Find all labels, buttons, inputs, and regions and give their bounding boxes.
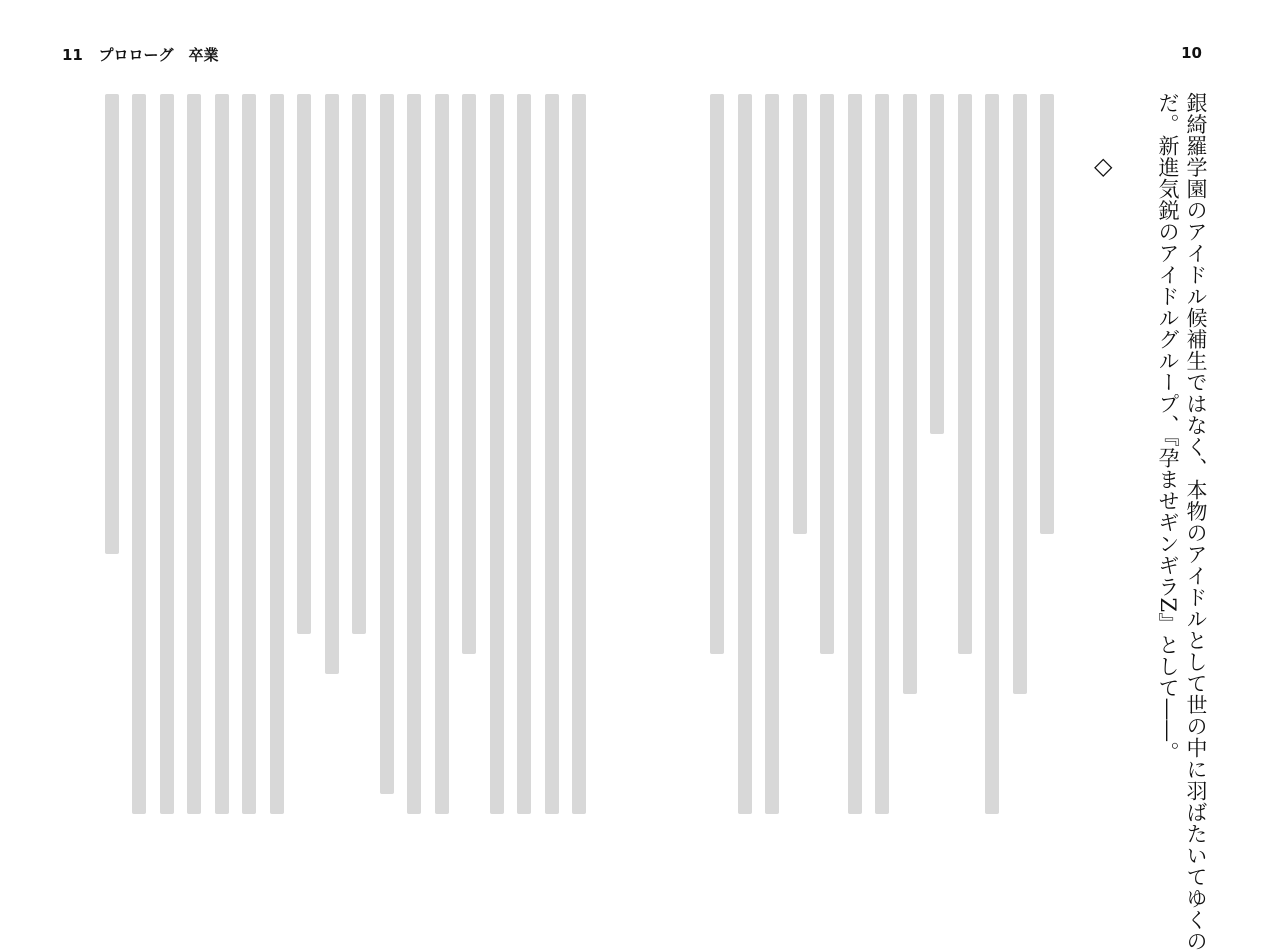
redacted-text-column	[793, 94, 807, 534]
redacted-text-column	[187, 94, 201, 814]
redacted-text-column	[297, 94, 311, 634]
redacted-text-column	[325, 94, 339, 674]
redacted-text-column	[903, 94, 917, 694]
redacted-text-column	[132, 94, 146, 814]
text-column: 銀綺羅学園のアイドル候補生ではなく、本物のアイドルとして世の中に羽ばたいてゆくの	[1184, 92, 1208, 952]
left-page-number: 11	[62, 46, 83, 64]
redacted-text-column	[270, 94, 284, 814]
redacted-text-column	[380, 94, 394, 794]
running-header: プロローグ 卒業	[98, 46, 219, 64]
redacted-text-column	[930, 94, 944, 434]
redacted-text-column	[435, 94, 449, 814]
section-break-diamond: ◇	[1094, 152, 1113, 180]
redacted-text-column	[875, 94, 889, 814]
redacted-text-column	[105, 94, 119, 554]
redacted-text-column	[820, 94, 834, 654]
redacted-text-column	[1013, 94, 1027, 694]
redacted-text-column	[490, 94, 504, 814]
redacted-text-column	[765, 94, 779, 814]
redacted-text-column	[462, 94, 476, 654]
redacted-text-column	[545, 94, 559, 814]
redacted-text-column	[710, 94, 724, 654]
redacted-text-column	[517, 94, 531, 814]
redacted-text-column	[958, 94, 972, 654]
right-page-number: 10	[1181, 44, 1202, 62]
redacted-text-column	[242, 94, 256, 814]
redacted-text-column	[160, 94, 174, 814]
redacted-text-column	[848, 94, 862, 814]
redacted-text-column	[738, 94, 752, 814]
redacted-text-column	[1040, 94, 1054, 534]
text-column: だ。新進気鋭のアイドルグループ、『孕ませギンギラZ』として――。	[1156, 92, 1180, 764]
redacted-text-column	[407, 94, 421, 814]
left-page-header	[62, 44, 219, 65]
redacted-text-column	[352, 94, 366, 634]
redacted-text-column	[572, 94, 586, 814]
redacted-text-column	[985, 94, 999, 814]
redacted-text-column	[215, 94, 229, 814]
